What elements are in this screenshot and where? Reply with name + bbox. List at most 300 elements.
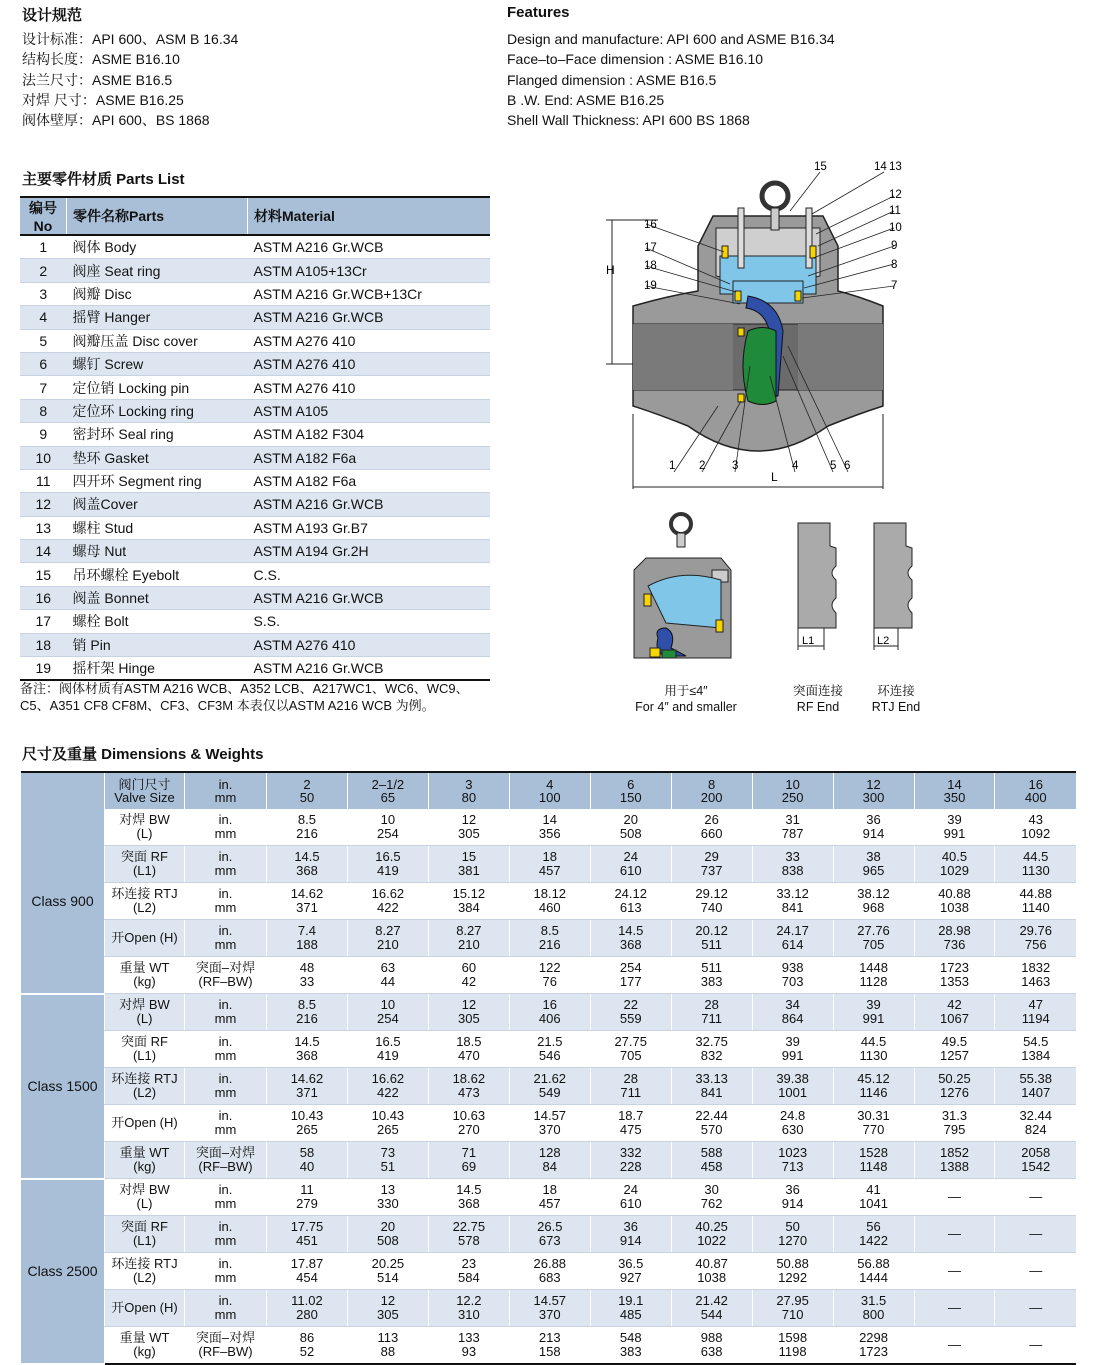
dim-value-line: 762 [700, 1196, 723, 1211]
row-label-line: 对焊 BW [119, 1181, 170, 1197]
dim-value [267, 1031, 348, 1068]
dims-header-unit-in: in. [218, 777, 233, 792]
dim-value-line: 33 [785, 848, 800, 864]
row-unit-line: mm [214, 900, 237, 915]
small-eyebolt [671, 514, 691, 534]
dim-value-line: 2298 [859, 1329, 888, 1345]
dim-value-line: 26.88 [533, 1255, 567, 1271]
dim-value-line: 20 [380, 1218, 396, 1234]
row-unit [185, 846, 267, 883]
row-label-line: (L) [136, 1196, 153, 1211]
disc-shape [743, 328, 776, 405]
dim-value-line: — [1029, 1262, 1043, 1278]
dim-value-line: — [947, 1225, 961, 1241]
size-inch: 2–1/2 [371, 777, 405, 792]
parts-title: 主要零件材质 Parts List [22, 171, 185, 188]
row-unit-line: in. [218, 1292, 233, 1308]
dims-row [21, 1179, 1077, 1216]
dim-value-line: 39.38 [776, 1070, 809, 1086]
dims-row [21, 1105, 1077, 1142]
dim-value-line: 1023 [778, 1144, 808, 1160]
dims-header-size [509, 772, 590, 809]
dim-value-line: 1198 [778, 1344, 807, 1359]
part-material: ASTM A105+13Cr [248, 259, 491, 282]
part-name: 定位销 Locking pin [67, 376, 248, 399]
row-unit [185, 1105, 267, 1142]
dim-value [428, 1105, 509, 1142]
row-label-line: (L1) [132, 1048, 157, 1063]
dim-value-line: 31.3 [941, 1107, 968, 1123]
row-unit [185, 1179, 267, 1216]
dim-value-line: 12 [461, 996, 477, 1012]
dim-value-line: 841 [700, 1085, 723, 1100]
dim-value-line: 711 [620, 1085, 642, 1100]
row-unit [185, 809, 267, 846]
seal-ring-right [810, 246, 816, 258]
row-label-line: 开Open (H) [111, 1299, 178, 1315]
dim-value-line: 965 [862, 863, 885, 878]
dim-value-line: 18 [542, 1181, 558, 1197]
dim-value-line: 76 [542, 974, 558, 989]
dim-value [671, 1179, 752, 1216]
row-unit-line: mm [214, 937, 237, 952]
dim-value [590, 1105, 671, 1142]
part-number: 4 [20, 306, 67, 329]
dim-value-line: 30 [704, 1181, 719, 1197]
dim-value-line: 36.5 [618, 1255, 644, 1271]
dim-value-line: 28.98 [938, 922, 971, 938]
dim-value-line: 384 [457, 900, 480, 915]
dim-value [590, 957, 671, 994]
features-list [507, 29, 835, 130]
dim-value-line: 683 [538, 1270, 561, 1285]
dim-value-line: 73 [380, 1144, 396, 1160]
part-number: 13 [20, 516, 67, 539]
dim-value-line: 15 [461, 848, 477, 864]
dims-row [21, 1327, 1077, 1365]
part-label-2: 2 [699, 460, 706, 472]
dim-value-line: 216 [538, 937, 561, 952]
row-unit [185, 1290, 267, 1327]
dim-value-line: 968 [862, 900, 885, 915]
dim-value-line: 16.62 [371, 1070, 405, 1086]
dims-row [21, 1142, 1077, 1179]
dim-value-line: 254 [377, 1011, 399, 1026]
small-seal-left [644, 594, 651, 606]
dim-value-line: 21.42 [695, 1292, 728, 1308]
dim-value [509, 1179, 590, 1216]
dim-value-line: 40.25 [695, 1218, 728, 1234]
part-label-1: 1 [669, 460, 676, 472]
dim-value [833, 1253, 914, 1290]
caption-rtj-en: RTJ End [871, 700, 921, 714]
row-unit [185, 1142, 267, 1179]
dim-value [914, 1031, 995, 1068]
row-label-line: 对焊 BW [119, 996, 170, 1012]
dim-value-line: 28 [623, 1070, 638, 1086]
dim-value-line: 310 [457, 1307, 480, 1322]
dim-value [509, 957, 590, 994]
parts-header-no: 编号No [20, 197, 67, 235]
dim-value-line: 34 [785, 996, 800, 1012]
dim-value-line: 15.12 [452, 885, 486, 901]
dim-value [671, 1031, 752, 1068]
dim-value [914, 1142, 995, 1179]
part-name: 吊环螺栓 Eyebolt [67, 563, 248, 586]
dim-value-line: 332 [619, 1144, 642, 1160]
caption-small-en: For 4″ and smaller [635, 700, 737, 714]
dim-value-line: 20.25 [371, 1255, 405, 1271]
dim-value-line: 24.8 [779, 1107, 806, 1123]
dim-value-line: 1041 [859, 1196, 888, 1211]
dim-value-line: 419 [377, 1048, 399, 1063]
dim-value-line: 254 [377, 826, 399, 841]
dim-value-line: 10 [380, 811, 396, 827]
dim-value-line: 14.5 [456, 1181, 482, 1197]
valve-bore-outlet [798, 324, 883, 390]
dims-header-corner [21, 772, 105, 809]
dim-value-line: 710 [781, 1307, 804, 1322]
size-inch: 4 [546, 777, 554, 792]
row-unit-line: in. [218, 811, 233, 827]
row-label [105, 957, 185, 994]
parts-row [20, 540, 490, 563]
dim-value [995, 1327, 1076, 1365]
row-unit-line: mm [214, 1048, 237, 1063]
row-label [105, 1142, 185, 1179]
dim-value-line: — [947, 1262, 961, 1278]
dim-value-line: 84 [542, 1159, 558, 1174]
part-number: 8 [20, 399, 67, 422]
part-label-11: 11 [889, 205, 901, 217]
dims-header-size [752, 772, 833, 809]
dim-value-line: 740 [700, 900, 723, 915]
dim-value-line: 54.5 [1023, 1033, 1049, 1049]
part-number: 19 [20, 657, 67, 681]
row-label-line: 突面 RF [121, 848, 168, 864]
row-unit-line: in. [218, 848, 233, 864]
parts-row [20, 282, 490, 305]
dim-value-line: 50.88 [776, 1255, 809, 1271]
dims-header-size [267, 772, 348, 809]
parts-header-row [20, 197, 490, 235]
dim-value [590, 883, 671, 920]
size-mm: 80 [461, 790, 477, 805]
dims-row [21, 846, 1077, 883]
dim-value-line: 713 [781, 1159, 804, 1174]
part-material: ASTM A216 Gr.WCB [248, 493, 491, 516]
dim-value [590, 1290, 671, 1327]
part-label-7: 7 [891, 280, 898, 292]
dim-value-line: 8.5 [540, 922, 559, 938]
row-unit [185, 1031, 267, 1068]
part-material: ASTM A276 410 [248, 352, 491, 375]
parts-body [20, 235, 490, 680]
dim-value [995, 1105, 1076, 1142]
dim-value [509, 809, 590, 846]
dim-value [833, 994, 914, 1031]
design-spec-title: 设计规范 [22, 7, 83, 24]
dim-value-line: 30.31 [857, 1107, 890, 1123]
parts-row [20, 259, 490, 282]
part-number: 3 [20, 282, 67, 305]
dim-value [509, 1105, 590, 1142]
dim-value [267, 846, 348, 883]
dim-value-line: 60 [461, 959, 477, 975]
dim-value-line: 128 [538, 1144, 561, 1160]
size-mm: 100 [538, 790, 561, 805]
dim-value [833, 920, 914, 957]
dim-value-line: 40.88 [938, 885, 971, 901]
dim-value [428, 809, 509, 846]
dim-value-line: 460 [538, 900, 561, 915]
dim-value-line: 422 [377, 1085, 399, 1100]
dim-value-line: 422 [377, 900, 399, 915]
dim-value-line: 8.27 [375, 922, 401, 938]
dim-value-line: 270 [457, 1122, 480, 1137]
dim-value-line: 470 [457, 1048, 480, 1063]
design-spec-line: 对焊 尺寸：ASME B16.25 [22, 91, 184, 108]
dim-value [509, 1142, 590, 1179]
dim-value [752, 920, 833, 957]
dim-value-line: 1384 [1021, 1048, 1051, 1063]
dim-value [428, 994, 509, 1031]
dim-value-line: 1528 [859, 1144, 888, 1160]
row-unit-line: 突面–对焊 [195, 959, 256, 975]
dim-value [428, 1327, 509, 1365]
dim-value [267, 920, 348, 957]
parts-row [20, 306, 490, 329]
dim-value-line: 27.75 [614, 1033, 647, 1049]
parts-row [20, 329, 490, 352]
row-label [105, 1290, 185, 1327]
dim-value-line: 44.5 [860, 1033, 887, 1049]
dim-value [671, 1142, 752, 1179]
dim-value-line: 22.75 [452, 1218, 486, 1234]
part-label-9: 9 [891, 240, 898, 252]
dim-value-line: 614 [781, 937, 804, 952]
parts-row [20, 563, 490, 586]
dim-value-line: 927 [619, 1270, 642, 1285]
dim-value [995, 846, 1076, 883]
dim-value [267, 957, 348, 994]
small-disc-seal [650, 648, 660, 657]
part-material: ASTM A182 F304 [248, 423, 491, 446]
dim-value-line: 546 [538, 1048, 561, 1063]
row-unit [185, 994, 267, 1031]
dim-value-line: 26 [704, 811, 719, 827]
dim-value-line: 454 [296, 1270, 318, 1285]
part-name: 密封环 Seal ring [67, 423, 248, 446]
dim-value [914, 846, 995, 883]
row-unit [185, 920, 267, 957]
part-name: 四开环 Segment ring [67, 469, 248, 492]
row-label [105, 1068, 185, 1105]
dim-value-line: 630 [781, 1122, 804, 1137]
dim-value [590, 1216, 671, 1253]
dim-value-line: 36 [623, 1218, 638, 1234]
dim-value [752, 1142, 833, 1179]
size-inch: 10 [785, 777, 800, 792]
dim-value [267, 994, 348, 1031]
dim-value-line: 56.88 [857, 1255, 890, 1271]
row-unit-line: in. [218, 996, 233, 1012]
dims-header-valve-en: Valve Size [114, 790, 175, 805]
row-unit [185, 957, 267, 994]
dim-value-line: 1092 [1021, 826, 1051, 841]
dim-value-line: 559 [619, 1011, 642, 1026]
dim-value-line: 29.12 [695, 885, 728, 901]
dim-value-line: 254 [619, 959, 642, 975]
dim-value [752, 1031, 833, 1068]
seat-marker-left [735, 291, 741, 301]
dim-value [590, 1327, 671, 1365]
dim-value [752, 809, 833, 846]
dims-header-size [914, 772, 995, 809]
dim-value [914, 994, 995, 1031]
dims-table [20, 771, 1076, 1365]
part-material: S.S. [248, 610, 491, 633]
dim-value-line: 113 [377, 1329, 399, 1345]
rf-flange-shape [798, 523, 836, 628]
row-label-line: (L) [136, 826, 153, 841]
dim-value [428, 1290, 509, 1327]
dim-value-line: 1832 [1021, 959, 1051, 975]
part-number: 6 [20, 352, 67, 375]
dim-value [752, 1068, 833, 1105]
dim-value [347, 1253, 428, 1290]
dim-value-line: 16.5 [375, 848, 401, 864]
dim-value-line: 1422 [859, 1233, 888, 1248]
dim-value [995, 1068, 1076, 1105]
dims-body [21, 809, 1077, 1364]
part-name: 螺钉 Screw [67, 352, 248, 375]
dim-value [752, 846, 833, 883]
dim-value-line: 38.12 [857, 885, 890, 901]
dims-row [21, 994, 1077, 1031]
part-name: 销 Pin [67, 633, 248, 656]
dim-value [914, 1216, 995, 1253]
dim-value [267, 1216, 348, 1253]
dim-value-line: 133 [457, 1329, 480, 1345]
dim-value-line: 27.95 [776, 1292, 809, 1308]
part-number: 12 [20, 493, 67, 516]
row-label [105, 883, 185, 920]
dim-value-line: 1723 [859, 1344, 888, 1359]
part-label-4: 4 [792, 460, 799, 472]
dim-value-line: 40.87 [695, 1255, 728, 1271]
dim-value-line: 39 [947, 811, 962, 827]
row-label-line: (L) [136, 1011, 153, 1026]
dim-value [267, 1142, 348, 1179]
dim-value-line: 570 [700, 1122, 723, 1137]
dim-value [267, 883, 348, 920]
dim-value-line: 305 [377, 1307, 399, 1322]
caption-rf-en: RF End [796, 700, 840, 714]
dims-header-units [185, 772, 267, 809]
part-label-12: 12 [889, 189, 902, 201]
dim-value-line: 55.38 [1019, 1070, 1052, 1086]
dim-value-line: 18.7 [618, 1107, 644, 1123]
dim-value [590, 1068, 671, 1105]
dim-value-line: 1542 [1021, 1159, 1051, 1174]
dim-value [590, 994, 671, 1031]
dim-value-line: 1407 [1021, 1085, 1051, 1100]
dim-value-line: 265 [377, 1122, 399, 1137]
dim-value-line: 16 [542, 996, 558, 1012]
dim-value [267, 809, 348, 846]
dim-value-line: 1140 [1021, 900, 1050, 915]
dim-value-line: 841 [781, 900, 804, 915]
dim-value-line: 18.62 [452, 1070, 486, 1086]
dim-value [347, 957, 428, 994]
part-number: 2 [20, 259, 67, 282]
dim-value [428, 883, 509, 920]
row-unit-line: in. [218, 1255, 233, 1271]
dim-value-line: 188 [296, 937, 318, 952]
dim-value-line: 18 [542, 848, 558, 864]
row-unit-line: mm [214, 1307, 237, 1322]
row-label-line: 开Open (H) [111, 1114, 178, 1130]
dim-value [267, 1290, 348, 1327]
dim-value-line: 8.5 [297, 996, 316, 1012]
dim-value-line: 228 [619, 1159, 642, 1174]
part-material: ASTM A182 F6a [248, 446, 491, 469]
parts-note-line: C5、A351 CF8 CF8M、CF3、CF3M 本表仅以ASTM A216 WCB 为例。 [20, 697, 435, 713]
dim-value-line: 737 [700, 863, 723, 878]
dim-value-line: 39 [785, 1033, 800, 1049]
rtj-flange-shape [874, 523, 912, 628]
dim-value [267, 1068, 348, 1105]
dim-value-line: 549 [538, 1085, 561, 1100]
dim-value-line: 1448 [859, 959, 888, 975]
dim-value-line: 1723 [940, 959, 969, 975]
design-spec-line: 结构长度：ASME B16.10 [22, 51, 180, 68]
dim-value-line: 17.87 [290, 1255, 324, 1271]
dims-title: 尺寸及重量 Dimensions & Weights [22, 746, 264, 763]
part-number: 16 [20, 586, 67, 609]
dim-value-line: 12 [461, 811, 477, 827]
dim-value [509, 1068, 590, 1105]
dim-value-line: 52 [299, 1344, 315, 1359]
dim-value-line: 280 [296, 1307, 318, 1322]
size-mm: 300 [862, 790, 885, 805]
row-label-line: 环连接 RTJ [111, 885, 178, 901]
part-number: 9 [20, 423, 67, 446]
dim-value-line: 210 [377, 937, 399, 952]
dims-header-size [590, 772, 671, 809]
dim-value [509, 994, 590, 1031]
size-inch: 16 [1028, 777, 1043, 792]
dim-value [671, 809, 752, 846]
row-label-line: 突面 RF [121, 1033, 168, 1049]
row-unit [185, 1068, 267, 1105]
dim-value-line: 24 [623, 848, 638, 864]
dim-value-line: 36 [866, 811, 881, 827]
part-name: 垫环 Gasket [67, 446, 248, 469]
dim-value [833, 846, 914, 883]
row-label-line: (L2) [132, 1085, 157, 1100]
dims-row [21, 1031, 1077, 1068]
dim-value-line: 1292 [778, 1270, 808, 1285]
row-unit-line: (RF–BW) [198, 1159, 253, 1174]
part-material: ASTM A216 Gr.WCB [248, 306, 491, 329]
row-unit-line: mm [214, 1196, 237, 1211]
design-spec-line: 设计标准：API 600、ASM B 16.34 [22, 31, 239, 47]
dim-value-line: 703 [781, 974, 804, 989]
row-label-line: (L1) [132, 863, 157, 878]
row-unit-line: in. [218, 922, 233, 938]
